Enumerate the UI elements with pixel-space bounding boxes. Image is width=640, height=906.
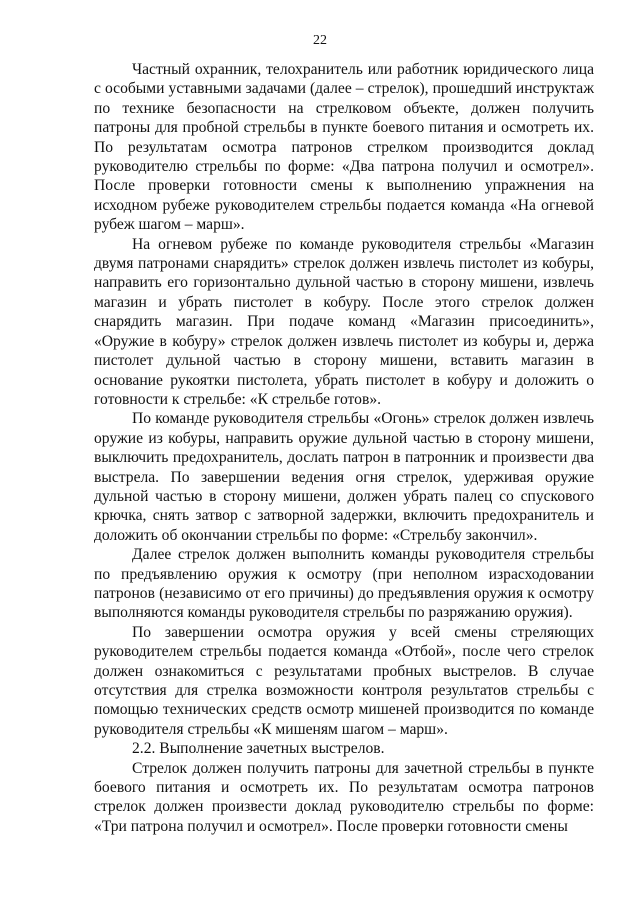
paragraph-4: Далее стрелок должен выполнить команды руководителя стрельбы по предъявлению оружия к осмотру (при неполном израсходовании патронов (независимо от его причины) до предъявления оружия к осмотру выполняются команды руководителя стрельбы по разряжанию оружия). bbox=[94, 546, 594, 622]
paragraph-7: Стрелок должен получить патроны для зачетной стрельбы в пункте боевого питания и осмотреть их. По результатам осмотра патронов стрелок должен произвести доклад руководителю стрельбы по форме: «Три патрона получил и осмотрел». После проверки готовности смены bbox=[94, 759, 594, 835]
document-body bbox=[94, 60, 594, 836]
paragraph-1: Частный охранник, телохранитель или работник юридического лица с особыми уставными задачами (далее – стрелок), прошедший инструктаж по технике безопасности на стрелковом объекте, должен получить патроны для пробной стрельбы в пункте боевого питания и осмотреть их. По результатам осмотра патронов стрелком производится доклад руководителю стрельбы по форме: «Два патрона получил и осмотрел». После проверки готовности смены к выполнению упражнения на исходном рубеже руководителем стрельбы подается команда «На огневой рубеж шагом – марш». bbox=[94, 61, 594, 234]
paragraph-2: На огневом рубеже по команде руководителя стрельбы «Магазин двумя патронами снарядить» стрелок должен извлечь пистолет из кобуры, направить его горизонтально дульной частью в сторону мишени, извлечь магазин и убрать пистолет в кобуру. После этого стрелок должен снарядить магазин. При подаче команд «Магазин присоединить», «Оружие в кобуру» стрелок должен извлечь пистолет из кобуры и, держа пистолет дульной частью в сторону мишени, вставить магазин в основание рукоятки пистолета, убрать пистолет в кобуру и доложить о готовности к стрельбе: «К стрельбе готов». bbox=[94, 235, 594, 408]
paragraph-3: По команде руководителя стрельбы «Огонь» стрелок должен извлечь оружие из кобуры, направить оружие дульной частью в сторону мишени, выключить предохранитель, дослать патрон в патронник и произвести два выстрела. По завершении ведения огня стрелок, удерживая оружие дульной частью в сторону мишени, должен убрать палец со спускового крючка, снять затвор с затворной задержки, включить предохранитель и доложить об окончании стрельбы по форме: «Стрельбу закончил». bbox=[94, 410, 594, 544]
section-heading: 2.2. Выполнение зачетных выстрелов. bbox=[132, 740, 385, 758]
paragraph-5: По завершении осмотра оружия у всей смены стреляющих руководителем стрельбы подается команда «Отбой», после чего стрелок должен ознакомиться с результатами пробных выстрелов. В случае отсутствия для стрелка возможности контроля результатов стрельбы с помощью технических средств осмотр мишеней производится по команде руководителя стрельбы «К мишеням шагом – марш». bbox=[94, 623, 594, 738]
page-number: 22 bbox=[313, 33, 327, 48]
